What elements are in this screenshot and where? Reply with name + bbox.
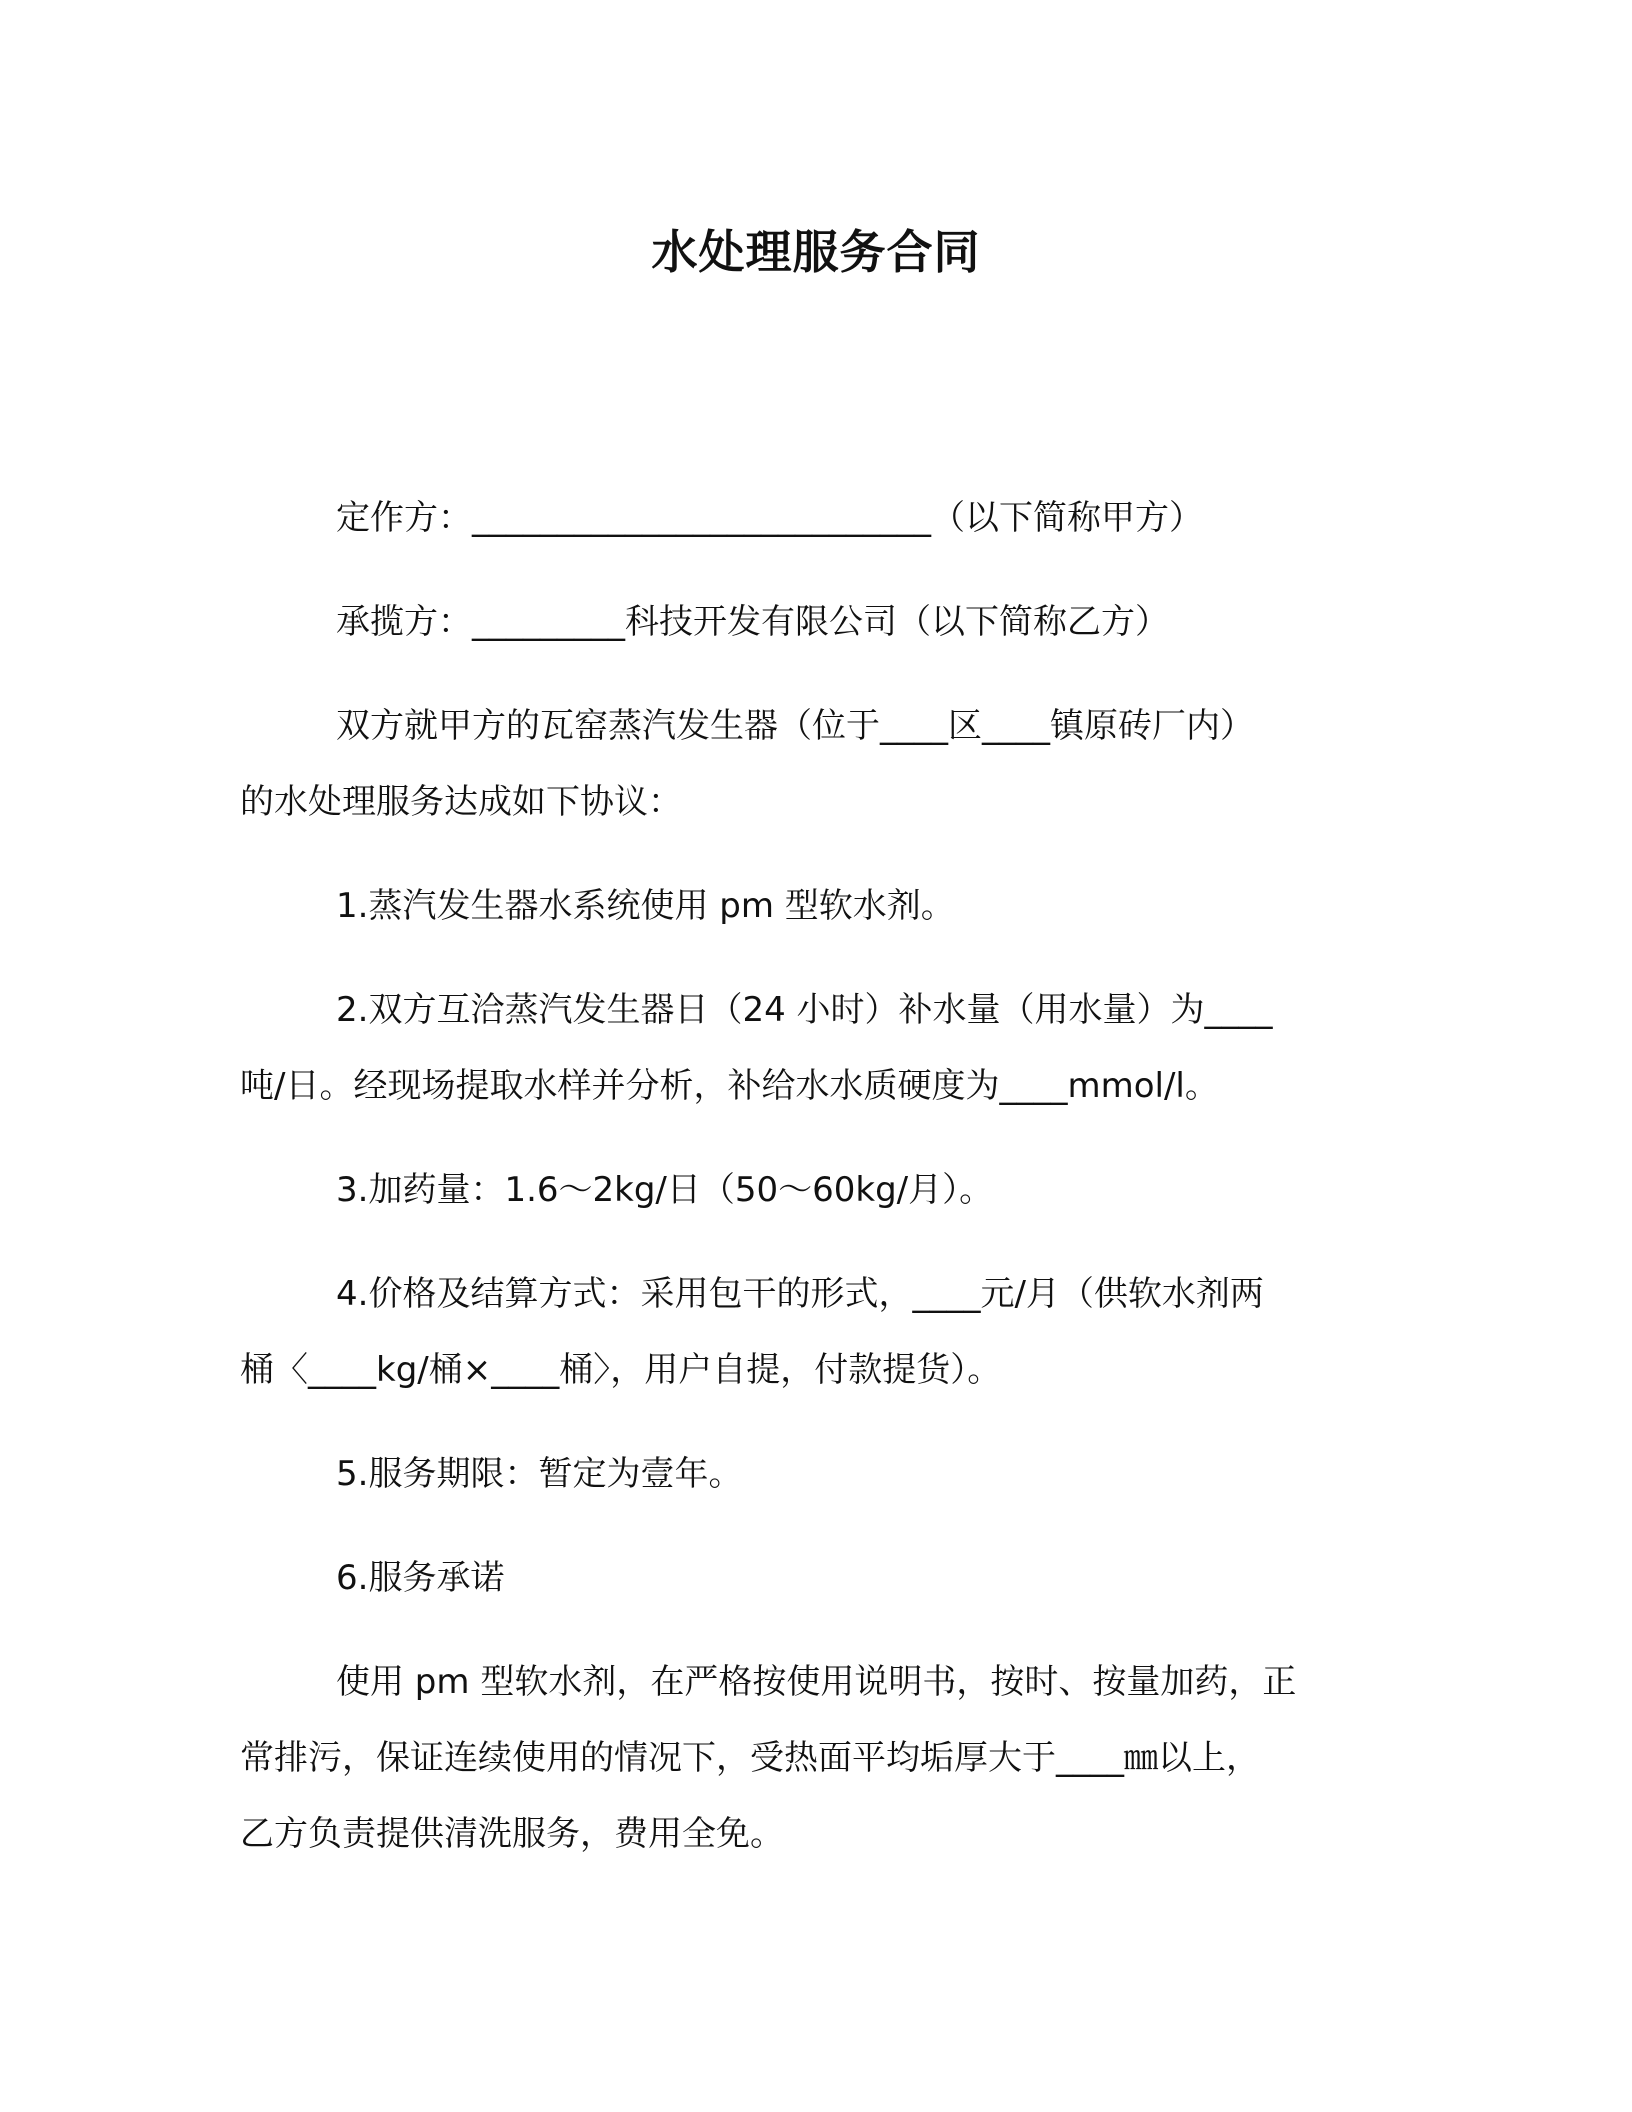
intro-line-1: 双方就甲方的瓦窑蒸汽发生器（位于____区____镇原砖厂内） [336, 706, 1254, 746]
clause-2-line-2: 吨/日。经现场提取水样并分析，补给水水质硬度为____mmol/l。 [240, 1066, 1219, 1106]
clause-3-text: 3.加药量：1.6～2kg/日（50～60kg/月）。 [336, 1170, 994, 1210]
party-a-text: 定作方：___________________________（以下简称甲方） [336, 498, 1203, 538]
party-b-text: 承揽方：_________科技开发有限公司（以下简称乙方） [336, 602, 1169, 642]
party-a-line [240, 480, 1392, 556]
clause-4-line-1: 4.价格及结算方式：采用包干的形式，____元/月（供软水剂两 [336, 1274, 1264, 1314]
commitment-line-1: 使用 pm 型软水剂，在严格按使用说明书，按时、按量加药，正 [336, 1662, 1297, 1702]
clause-1-text: 1.蒸汽发生器水系统使用 pm 型软水剂。 [336, 886, 955, 926]
clause-6-text: 6.服务承诺 [336, 1558, 505, 1598]
party-b-line [240, 584, 1392, 660]
clause-2 [240, 972, 1392, 1124]
commitment-line-2: 常排污，保证连续使用的情况下，受热面平均垢厚大于____㎜以上， [240, 1738, 1260, 1778]
commitment-line-3: 乙方负责提供清洗服务，费用全免。 [240, 1814, 784, 1854]
clause-4 [240, 1256, 1392, 1408]
clause-6 [240, 1540, 1392, 1616]
commitment-paragraph [240, 1644, 1392, 1872]
clause-5-text: 5.服务期限：暂定为壹年。 [336, 1454, 743, 1494]
clause-3 [240, 1152, 1392, 1228]
clause-4-line-2: 桶〈____kg/桶×____桶〉，用户自提，付款提货）。 [240, 1350, 1002, 1390]
clause-1 [240, 868, 1392, 944]
clause-2-line-1: 2.双方互洽蒸汽发生器日（24 小时）补水量（用水量）为____ [336, 990, 1273, 1030]
intro-paragraph [240, 688, 1392, 840]
page-title: 水处理服务合同 [651, 225, 981, 279]
intro-line-2: 的水处理服务达成如下协议： [240, 782, 682, 822]
clause-5 [240, 1436, 1392, 1512]
